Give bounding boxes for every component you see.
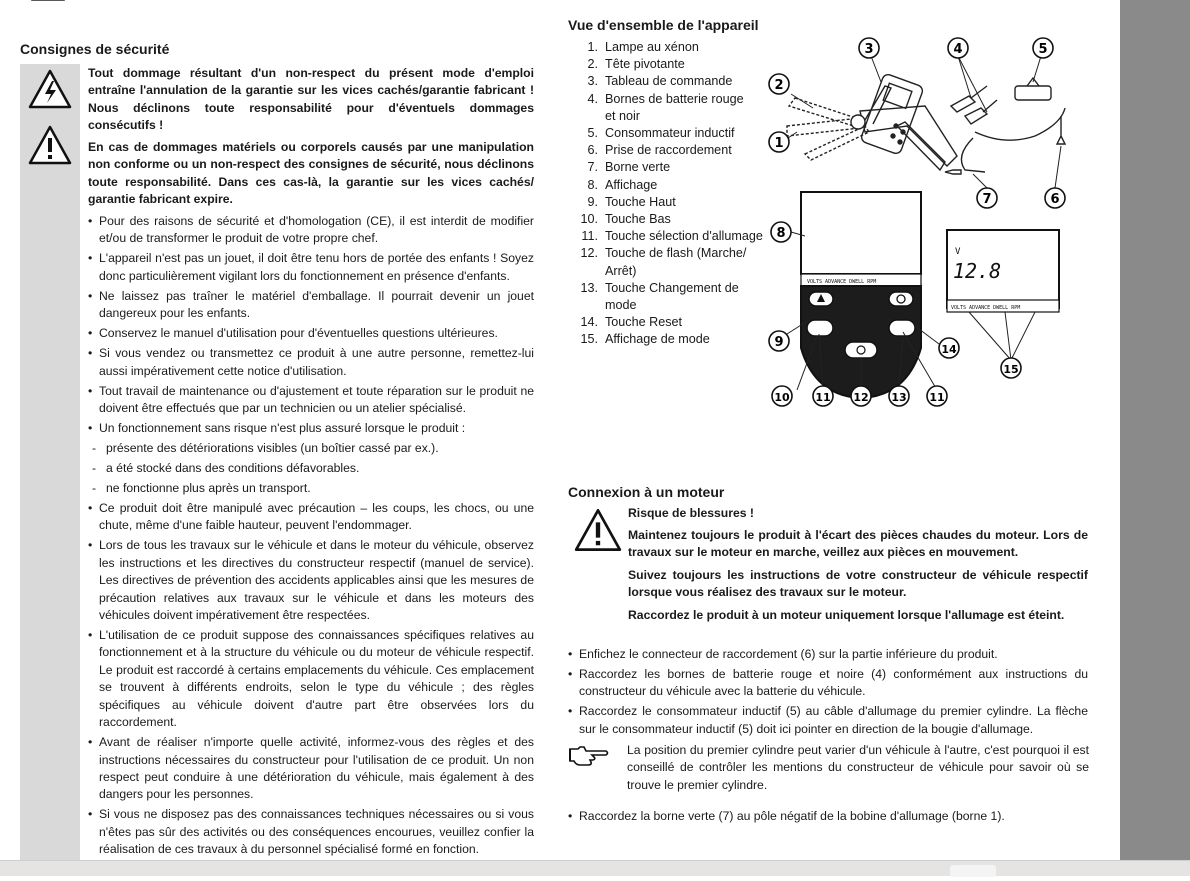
list-item: • Avant de réaliser n'importe quelle activité, informez-vous des règles et des instructions nécessaires du constructeur pour l'utilisation de ce produit. Un non respect peut conduire à une détérioration du véhicule, mais également à des dangers pour les personnes.: [88, 734, 534, 804]
list-item: • L'utilisation de ce produit suppose des connaissances spécifiques relatives au fonctionnement et à la structure du véhicule ou du moteur de véhicule respectif. Le produit est raccordé à certains emplacements du véhicule. Ces emplacement se trouvent à différents endroits, selon le type du véhicule ; des règles spécifiques au véhicule doivent d'autre part être observées lors du raccordement.: [88, 627, 534, 731]
warning-guarantee: Tout dommage résultant d'un non-respect du présent mode d'emploi entraîne l'annulation de la garantie sur les vices cachés/garantie fabricant ! Nous déclinons toute responsabilité pour d'éventuels dommages consécutifs !: [88, 66, 534, 133]
list-item: • Pour des raisons de sécurité et d'homologation (CE), il est interdit de modifier et/ou de transformer le produit de votre propre chef.: [88, 213, 534, 248]
parts-item: 1. Lampe au xénon: [587, 40, 699, 54]
callout-2: [769, 74, 789, 94]
callout-15: [1001, 358, 1021, 378]
callout-7: [977, 188, 997, 208]
list-item: • Raccordez le consommateur inductif (5) au câble d'allumage du premier cylindre. La flèche sur le consommateur inductif (5) doit ici pointer en direction de la bougie d'allumage.: [568, 703, 1088, 738]
parts-item: 6. Prise de raccordement: [587, 143, 732, 158]
svg-text:1: 1: [774, 136, 784, 151]
parts-item: 14. Touche Reset: [580, 315, 683, 330]
engine-steps-list: [568, 646, 1088, 741]
parts-item: 7. Borne verte: [587, 160, 671, 175]
list-item: • Si vous vendez ou transmettez ce produit à une autre personne, remettez-lui aussi impérativement cette notice d'utilisation.: [88, 345, 534, 380]
book-icon: [30, 0, 66, 14]
device-figure: [765, 36, 1087, 416]
svg-text:VOLTS ADVANCE DWELL RPM: VOLTS ADVANCE DWELL RPM: [807, 279, 877, 285]
caution-warning-icon: [574, 508, 622, 552]
svg-text:VOLTS ADVANCE DWELL RPM: VOLTS ADVANCE DWELL RPM: [951, 305, 1021, 311]
viewer-bottom-bar: [0, 860, 1190, 876]
risk-title: Risque de blessures !: [628, 506, 754, 520]
warning-sidebar: [20, 64, 80, 860]
safety-list: [88, 213, 534, 881]
svg-text:4: 4: [953, 42, 963, 57]
warning-manufacturer: Suivez toujours les instructions de votre constructeur de véhicule respectif lorsque vous réalisez des travaux sur le moteur.: [628, 568, 1088, 600]
parts-item: 4. Bornes de batterie rouge et noir: [587, 91, 744, 123]
callout-13: [889, 386, 909, 406]
sub-list-item: - présente des détériorations visibles (un boîtier cassé par ex.).: [88, 440, 534, 457]
list-item: • Si vous ne disposez pas des connaissances techniques nécessaires ou si vous n'êtes pas sûr des activités ou des conséquences encourues, veuillez confier la réalisation de ces travaux à du personnel spécialisé formé en fonction.: [88, 806, 534, 858]
warning-ignition-off: Raccordez le produit à un moteur uniquement lorsque l'allumage est éteint.: [628, 608, 1065, 622]
cylinder-note: La position du premier cylindre peut varier d'un véhicule à l'autre, c'est pourquoi il est conseillé de contrôler les mentions du constructeur de véhicule pour savoir où se trouve le premier cylindre.: [627, 743, 1089, 792]
engine-last-step: [568, 808, 1088, 828]
svg-text:13: 13: [891, 391, 907, 404]
callout-12: [851, 386, 871, 406]
callout-6: [1045, 188, 1065, 208]
svg-text:8: 8: [776, 226, 786, 241]
svg-text:7: 7: [982, 192, 992, 207]
svg-text:6: 6: [1050, 192, 1060, 207]
callout-8: [771, 222, 791, 242]
parts-item: 3. Tableau de commande: [587, 74, 733, 89]
callout-4: [948, 38, 968, 58]
warning-liability: En cas de dommages matériels ou corporels causés par une manipulation non conforme ou un non-respect des consignes de sécurité, nous déclinons toute responsabilité. Dans ces cas-là, la garantie sur les vices cachés/ garantie fabricant expire.: [88, 140, 534, 207]
svg-text:12: 12: [853, 391, 869, 404]
svg-text:11: 11: [815, 391, 831, 404]
list-item: • L'appareil n'est pas un jouet, il doit être tenu hors de portée des enfants ! Soyez donc particulièrement vigilant lors du fonctionnement en présence d'enfants.: [88, 250, 534, 285]
callout-11: [813, 386, 833, 406]
svg-text:15: 15: [1003, 363, 1019, 376]
svg-text:5: 5: [1038, 42, 1048, 57]
parts-item: 12. Touche de flash (Marche/ Arrêt): [580, 246, 747, 278]
overview-heading: Vue d'ensemble de l'appareil: [568, 17, 759, 33]
svg-text:2: 2: [774, 78, 784, 93]
viewer-side-panel: [1120, 0, 1190, 875]
parts-item: 11. Touche sélection d'allumage: [581, 229, 763, 244]
safety-heading: Consignes de sécurité: [20, 41, 170, 57]
list-item: • Enfichez le connecteur de raccordement (6) sur la partie inférieure du produit.: [568, 646, 1088, 663]
sub-list-item: - ne fonctionne plus après un transport.: [88, 480, 534, 497]
sub-list-item: - a été stocké dans des conditions défavorables.: [88, 460, 534, 477]
parts-item: 9. Touche Haut: [587, 194, 676, 209]
list-item: • Conservez le manuel d'utilisation pour d'éventuelles questions ultérieures.: [88, 325, 534, 342]
battery-clamps-illustration: [945, 78, 1065, 174]
callout-14: [939, 338, 959, 358]
callout-10: [772, 386, 792, 406]
list-item: • Ne laissez pas traîner le matériel d'emballage. Il pourrait devenir un jouet dangereux pour les enfants.: [88, 288, 534, 323]
engine-heading: Connexion à un moteur: [568, 484, 725, 500]
svg-text:12.8: 12.8: [953, 259, 1002, 283]
lamp-illustration: [787, 86, 957, 170]
electric-warning-icon: [28, 69, 72, 109]
svg-text:11: 11: [929, 391, 945, 404]
svg-text:3: 3: [864, 42, 874, 57]
list-item: • Tout travail de maintenance ou d'ajustement et toute réparation sur le produit ne doivent être effectués que par un technicien ou un atelier spécialisé.: [88, 383, 534, 418]
svg-text:14: 14: [941, 343, 957, 356]
parts-item: 13. Touche Changement de mode: [580, 280, 739, 313]
callout-5: [1033, 38, 1053, 58]
svg-text:V: V: [955, 247, 961, 257]
parts-item: 8. Affichage: [587, 177, 658, 192]
callout-9: [769, 331, 789, 351]
parts-item: 10. Touche Bas: [580, 212, 671, 227]
warning-hot-parts: Maintenez toujours le produit à l'écart des pièces chaudes du moteur. Lors de travaux sur le moteur en marche, veillez aux pièces en mouvement.: [628, 528, 1088, 560]
svg-text:9: 9: [774, 335, 784, 350]
svg-text:10: 10: [774, 391, 790, 404]
control-panel-illustration: [860, 73, 924, 155]
scroll-handle[interactable]: [950, 865, 996, 877]
list-item: • Lors de tous les travaux sur le véhicule et dans le moteur du véhicule, observez les instructions et les directives du constructeur respectif (manuel de service). Les directives de prévention des accidents applicables ainsi que les mesures de précaution relatives aux travaux sur le véhicule et dans les moteurs des véhicules doivent impérativement être respectées.: [88, 537, 534, 624]
parts-item: 5. Consommateur inductif: [587, 126, 735, 141]
callout-1: [769, 132, 789, 152]
list-item: • Raccordez les bornes de batterie rouge et noire (4) conformément aux instructions du constructeur du véhicule avec la batterie du véhicule.: [568, 666, 1088, 701]
list-item: • Ce produit doit être manipulé avec précaution – les coups, les chocs, ou une chute, même d'une faible hauteur, peuvent l'endommager.: [88, 500, 534, 535]
parts-item: 15. Affichage de mode: [580, 332, 710, 347]
callout-3: [859, 38, 879, 58]
mode-display-illustration: [947, 230, 1059, 312]
parts-list: [568, 39, 768, 349]
caution-warning-icon: [28, 125, 72, 165]
list-item: • Un fonctionnement sans risque n'est plus assuré lorsque le produit :: [88, 420, 534, 437]
pointing-hand-icon: [568, 745, 610, 767]
list-item: • Raccordez la borne verte (7) au pôle négatif de la bobine d'allumage (borne 1).: [568, 808, 1088, 825]
callout-11b: [927, 386, 947, 406]
parts-item: 2. Tête pivotante: [587, 57, 685, 72]
